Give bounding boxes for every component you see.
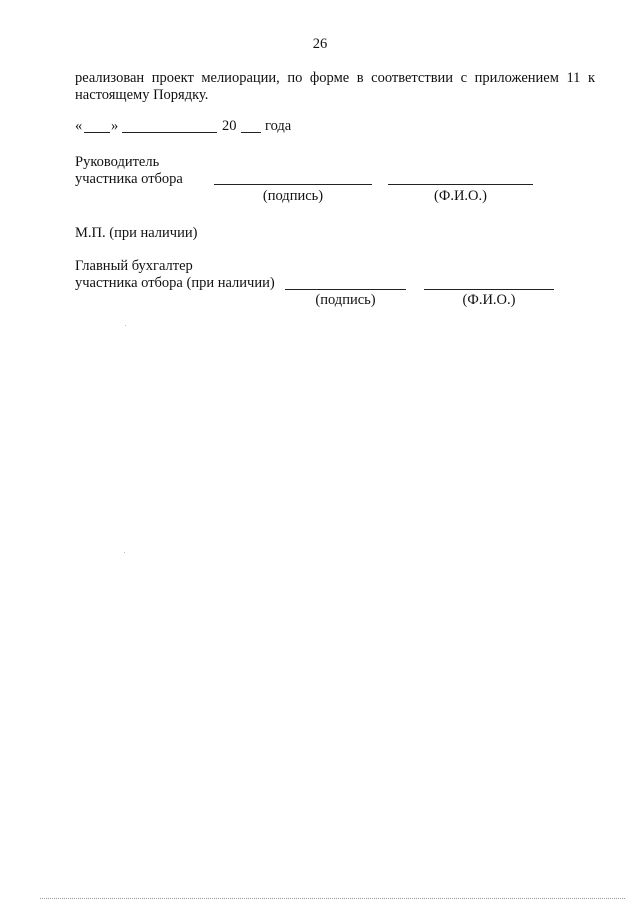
head-signature-caption: (подпись) xyxy=(262,188,324,204)
accountant-signature-caption: (подпись) xyxy=(315,292,376,308)
accountant-title-line2: участника отбора (при наличии) xyxy=(75,275,275,291)
head-signature-line[interactable] xyxy=(214,184,372,185)
accountant-name-caption: (Ф.И.О.) xyxy=(462,292,516,308)
date-open-quote: « xyxy=(75,118,83,134)
accountant-name-line[interactable] xyxy=(424,289,554,290)
stamp-label: М.П. (при наличии) xyxy=(75,225,198,241)
head-name-line[interactable] xyxy=(388,184,533,185)
intro-paragraph: реализован проект мелиорации, по форме в соответствии с приложением 11 к настоящему Порядку. xyxy=(75,70,595,103)
scan-speck xyxy=(125,325,126,326)
date-year-blank[interactable] xyxy=(241,132,261,133)
date-century: 20 xyxy=(222,118,237,134)
head-title-line2: участника отбора xyxy=(75,171,183,187)
scan-bottom-edge xyxy=(40,898,625,899)
date-close-quote: » xyxy=(111,118,119,134)
accountant-signature-line[interactable] xyxy=(285,289,406,290)
head-title-line1: Руководитель xyxy=(75,154,160,170)
head-name-caption: (Ф.И.О.) xyxy=(434,188,487,204)
accountant-title-line1: Главный бухгалтер xyxy=(75,258,193,274)
date-month-blank[interactable] xyxy=(122,132,217,133)
date-day-blank[interactable] xyxy=(84,132,110,133)
scan-speck xyxy=(124,552,125,553)
page-number: 26 xyxy=(312,36,328,52)
date-year-word: года xyxy=(265,118,292,134)
